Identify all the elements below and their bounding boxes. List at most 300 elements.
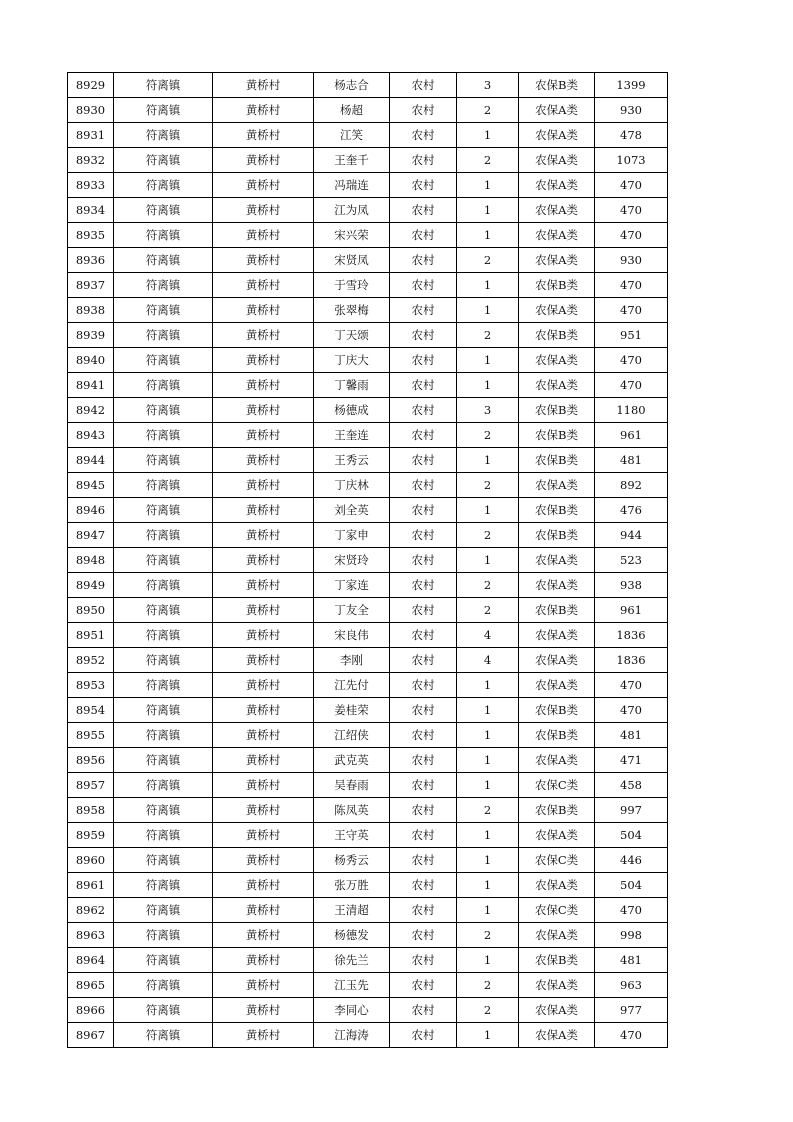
village-cell: 黄桥村: [213, 323, 314, 348]
member-count-cell: 2: [457, 148, 519, 173]
category-cell: 农保B类: [519, 948, 595, 973]
amount-cell: 476: [595, 498, 668, 523]
table-row: [68, 98, 668, 123]
category-cell: 农保A类: [519, 673, 595, 698]
village-cell: 黄桥村: [213, 923, 314, 948]
name-cell: 于雪玲: [314, 273, 390, 298]
category-cell: 农保A类: [519, 248, 595, 273]
row-number: 8949: [68, 573, 114, 598]
member-count-cell: 2: [457, 423, 519, 448]
village-cell: 黄桥村: [213, 773, 314, 798]
town-cell: 符离镇: [114, 923, 213, 948]
name-cell: 杨德发: [314, 923, 390, 948]
amount-cell: 504: [595, 873, 668, 898]
name-cell: 江绍侠: [314, 723, 390, 748]
town-cell: 符离镇: [114, 998, 213, 1023]
household-type-cell: 农村: [390, 1023, 457, 1048]
category-cell: 农保A类: [519, 1023, 595, 1048]
records-table: [67, 72, 668, 1048]
town-cell: 符离镇: [114, 373, 213, 398]
row-number: 8938: [68, 298, 114, 323]
category-cell: 农保A类: [519, 198, 595, 223]
row-number: 8931: [68, 123, 114, 148]
category-cell: 农保B类: [519, 698, 595, 723]
village-cell: 黄桥村: [213, 973, 314, 998]
name-cell: 宋贤凤: [314, 248, 390, 273]
town-cell: 符离镇: [114, 573, 213, 598]
amount-cell: 504: [595, 823, 668, 848]
household-type-cell: 农村: [390, 948, 457, 973]
member-count-cell: 1: [457, 498, 519, 523]
amount-cell: 961: [595, 598, 668, 623]
village-cell: 黄桥村: [213, 123, 314, 148]
table-row: [68, 273, 668, 298]
category-cell: 农保B类: [519, 798, 595, 823]
village-cell: 黄桥村: [213, 373, 314, 398]
household-type-cell: 农村: [390, 623, 457, 648]
village-cell: 黄桥村: [213, 648, 314, 673]
amount-cell: 481: [595, 723, 668, 748]
amount-cell: 470: [595, 1023, 668, 1048]
table-row: [68, 773, 668, 798]
town-cell: 符离镇: [114, 198, 213, 223]
member-count-cell: 1: [457, 373, 519, 398]
household-type-cell: 农村: [390, 598, 457, 623]
village-cell: 黄桥村: [213, 873, 314, 898]
name-cell: 宋兴荣: [314, 223, 390, 248]
village-cell: 黄桥村: [213, 748, 314, 773]
member-count-cell: 1: [457, 548, 519, 573]
name-cell: 杨超: [314, 98, 390, 123]
amount-cell: 470: [595, 198, 668, 223]
table-row: [68, 873, 668, 898]
name-cell: 李刚: [314, 648, 390, 673]
household-type-cell: 农村: [390, 248, 457, 273]
member-count-cell: 1: [457, 223, 519, 248]
household-type-cell: 农村: [390, 673, 457, 698]
village-cell: 黄桥村: [213, 998, 314, 1023]
village-cell: 黄桥村: [213, 298, 314, 323]
household-type-cell: 农村: [390, 323, 457, 348]
town-cell: 符离镇: [114, 498, 213, 523]
row-number: 8944: [68, 448, 114, 473]
name-cell: 杨德成: [314, 398, 390, 423]
member-count-cell: 1: [457, 848, 519, 873]
household-type-cell: 农村: [390, 198, 457, 223]
town-cell: 符离镇: [114, 823, 213, 848]
household-type-cell: 农村: [390, 298, 457, 323]
member-count-cell: 1: [457, 298, 519, 323]
household-type-cell: 农村: [390, 648, 457, 673]
amount-cell: 478: [595, 123, 668, 148]
town-cell: 符离镇: [114, 448, 213, 473]
table-row: [68, 473, 668, 498]
name-cell: 丁馨雨: [314, 373, 390, 398]
table-row: [68, 148, 668, 173]
member-count-cell: 1: [457, 448, 519, 473]
town-cell: 符离镇: [114, 723, 213, 748]
household-type-cell: 农村: [390, 498, 457, 523]
table-row: [68, 623, 668, 648]
village-cell: 黄桥村: [213, 948, 314, 973]
village-cell: 黄桥村: [213, 623, 314, 648]
category-cell: 农保A类: [519, 873, 595, 898]
town-cell: 符离镇: [114, 98, 213, 123]
household-type-cell: 农村: [390, 523, 457, 548]
row-number: 8937: [68, 273, 114, 298]
row-number: 8961: [68, 873, 114, 898]
name-cell: 张翠梅: [314, 298, 390, 323]
member-count-cell: 1: [457, 898, 519, 923]
category-cell: 农保A类: [519, 298, 595, 323]
category-cell: 农保B类: [519, 723, 595, 748]
row-number: 8950: [68, 598, 114, 623]
category-cell: 农保B类: [519, 423, 595, 448]
row-number: 8956: [68, 748, 114, 773]
town-cell: 符离镇: [114, 548, 213, 573]
name-cell: 王清超: [314, 898, 390, 923]
name-cell: 张万胜: [314, 873, 390, 898]
table-row: [68, 398, 668, 423]
household-type-cell: 农村: [390, 748, 457, 773]
member-count-cell: 3: [457, 73, 519, 98]
village-cell: 黄桥村: [213, 698, 314, 723]
name-cell: 王奎连: [314, 423, 390, 448]
village-cell: 黄桥村: [213, 598, 314, 623]
village-cell: 黄桥村: [213, 548, 314, 573]
category-cell: 农保B类: [519, 598, 595, 623]
row-number: 8958: [68, 798, 114, 823]
household-type-cell: 农村: [390, 798, 457, 823]
member-count-cell: 2: [457, 248, 519, 273]
category-cell: 农保A类: [519, 123, 595, 148]
town-cell: 符离镇: [114, 273, 213, 298]
town-cell: 符离镇: [114, 773, 213, 798]
town-cell: 符离镇: [114, 848, 213, 873]
household-type-cell: 农村: [390, 998, 457, 1023]
household-type-cell: 农村: [390, 773, 457, 798]
town-cell: 符离镇: [114, 973, 213, 998]
amount-cell: 892: [595, 473, 668, 498]
category-cell: 农保B类: [519, 448, 595, 473]
village-cell: 黄桥村: [213, 848, 314, 873]
row-number: 8952: [68, 648, 114, 673]
name-cell: 武克英: [314, 748, 390, 773]
member-count-cell: 1: [457, 348, 519, 373]
name-cell: 宋贤玲: [314, 548, 390, 573]
amount-cell: 470: [595, 673, 668, 698]
row-number: 8959: [68, 823, 114, 848]
table-row: [68, 448, 668, 473]
table-row: [68, 498, 668, 523]
village-cell: 黄桥村: [213, 498, 314, 523]
member-count-cell: 4: [457, 623, 519, 648]
row-number: 8964: [68, 948, 114, 973]
town-cell: 符离镇: [114, 798, 213, 823]
member-count-cell: 1: [457, 123, 519, 148]
household-type-cell: 农村: [390, 398, 457, 423]
member-count-cell: 2: [457, 98, 519, 123]
amount-cell: 938: [595, 573, 668, 598]
town-cell: 符离镇: [114, 523, 213, 548]
amount-cell: 1180: [595, 398, 668, 423]
household-type-cell: 农村: [390, 548, 457, 573]
village-cell: 黄桥村: [213, 723, 314, 748]
village-cell: 黄桥村: [213, 823, 314, 848]
table-row: [68, 123, 668, 148]
category-cell: 农保B类: [519, 498, 595, 523]
table-row: [68, 898, 668, 923]
village-cell: 黄桥村: [213, 798, 314, 823]
table-row: [68, 998, 668, 1023]
town-cell: 符离镇: [114, 348, 213, 373]
town-cell: 符离镇: [114, 223, 213, 248]
row-number: 8957: [68, 773, 114, 798]
row-number: 8932: [68, 148, 114, 173]
name-cell: 王秀云: [314, 448, 390, 473]
amount-cell: 961: [595, 423, 668, 448]
category-cell: 农保B类: [519, 73, 595, 98]
name-cell: 丁庆大: [314, 348, 390, 373]
village-cell: 黄桥村: [213, 198, 314, 223]
town-cell: 符离镇: [114, 948, 213, 973]
name-cell: 姜桂荣: [314, 698, 390, 723]
name-cell: 徐先兰: [314, 948, 390, 973]
village-cell: 黄桥村: [213, 73, 314, 98]
household-type-cell: 农村: [390, 373, 457, 398]
household-type-cell: 农村: [390, 448, 457, 473]
category-cell: 农保A类: [519, 998, 595, 1023]
member-count-cell: 1: [457, 1023, 519, 1048]
village-cell: 黄桥村: [213, 673, 314, 698]
name-cell: 江玉先: [314, 973, 390, 998]
village-cell: 黄桥村: [213, 523, 314, 548]
name-cell: 丁庆林: [314, 473, 390, 498]
member-count-cell: 1: [457, 273, 519, 298]
amount-cell: 1399: [595, 73, 668, 98]
member-count-cell: 2: [457, 523, 519, 548]
category-cell: 农保B类: [519, 323, 595, 348]
household-type-cell: 农村: [390, 98, 457, 123]
household-type-cell: 农村: [390, 873, 457, 898]
name-cell: 王守英: [314, 823, 390, 848]
amount-cell: 470: [595, 298, 668, 323]
name-cell: 丁友全: [314, 598, 390, 623]
town-cell: 符离镇: [114, 323, 213, 348]
category-cell: 农保A类: [519, 548, 595, 573]
table-row: [68, 848, 668, 873]
village-cell: 黄桥村: [213, 173, 314, 198]
amount-cell: 930: [595, 248, 668, 273]
name-cell: 杨秀云: [314, 848, 390, 873]
row-number: 8929: [68, 73, 114, 98]
household-type-cell: 农村: [390, 923, 457, 948]
row-number: 8939: [68, 323, 114, 348]
table-row: [68, 698, 668, 723]
category-cell: 农保C类: [519, 848, 595, 873]
member-count-cell: 1: [457, 873, 519, 898]
name-cell: 刘全英: [314, 498, 390, 523]
name-cell: 陈凤英: [314, 798, 390, 823]
town-cell: 符离镇: [114, 473, 213, 498]
member-count-cell: 2: [457, 323, 519, 348]
table-row: [68, 423, 668, 448]
table-row: [68, 823, 668, 848]
village-cell: 黄桥村: [213, 348, 314, 373]
member-count-cell: 1: [457, 198, 519, 223]
member-count-cell: 2: [457, 573, 519, 598]
row-number: 8962: [68, 898, 114, 923]
household-type-cell: 农村: [390, 823, 457, 848]
table-row: [68, 973, 668, 998]
row-number: 8953: [68, 673, 114, 698]
town-cell: 符离镇: [114, 423, 213, 448]
household-type-cell: 农村: [390, 848, 457, 873]
member-count-cell: 2: [457, 798, 519, 823]
row-number: 8947: [68, 523, 114, 548]
amount-cell: 930: [595, 98, 668, 123]
category-cell: 农保A类: [519, 648, 595, 673]
table-row: [68, 648, 668, 673]
table-row: [68, 373, 668, 398]
row-number: 8955: [68, 723, 114, 748]
category-cell: 农保A类: [519, 373, 595, 398]
town-cell: 符离镇: [114, 73, 213, 98]
village-cell: 黄桥村: [213, 448, 314, 473]
town-cell: 符离镇: [114, 173, 213, 198]
category-cell: 农保A类: [519, 923, 595, 948]
town-cell: 符离镇: [114, 398, 213, 423]
category-cell: 农保C类: [519, 898, 595, 923]
household-type-cell: 农村: [390, 123, 457, 148]
name-cell: 李同心: [314, 998, 390, 1023]
category-cell: 农保A类: [519, 148, 595, 173]
category-cell: 农保B类: [519, 523, 595, 548]
household-type-cell: 农村: [390, 348, 457, 373]
village-cell: 黄桥村: [213, 223, 314, 248]
town-cell: 符离镇: [114, 623, 213, 648]
member-count-cell: 1: [457, 948, 519, 973]
town-cell: 符离镇: [114, 248, 213, 273]
table-row: [68, 573, 668, 598]
row-number: 8941: [68, 373, 114, 398]
village-cell: 黄桥村: [213, 98, 314, 123]
category-cell: 农保A类: [519, 823, 595, 848]
row-number: 8960: [68, 848, 114, 873]
table-row: [68, 298, 668, 323]
member-count-cell: 1: [457, 173, 519, 198]
household-type-cell: 农村: [390, 573, 457, 598]
village-cell: 黄桥村: [213, 573, 314, 598]
name-cell: 江笑: [314, 123, 390, 148]
amount-cell: 977: [595, 998, 668, 1023]
category-cell: 农保A类: [519, 973, 595, 998]
table-row: [68, 673, 668, 698]
member-count-cell: 2: [457, 973, 519, 998]
amount-cell: 944: [595, 523, 668, 548]
member-count-cell: 1: [457, 698, 519, 723]
table-row: [68, 548, 668, 573]
village-cell: 黄桥村: [213, 273, 314, 298]
member-count-cell: 2: [457, 998, 519, 1023]
amount-cell: 470: [595, 698, 668, 723]
town-cell: 符离镇: [114, 673, 213, 698]
table-row: [68, 798, 668, 823]
town-cell: 符离镇: [114, 298, 213, 323]
household-type-cell: 农村: [390, 173, 457, 198]
member-count-cell: 2: [457, 473, 519, 498]
member-count-cell: 1: [457, 723, 519, 748]
category-cell: 农保A类: [519, 348, 595, 373]
town-cell: 符离镇: [114, 873, 213, 898]
name-cell: 吴春雨: [314, 773, 390, 798]
category-cell: 农保A类: [519, 223, 595, 248]
town-cell: 符离镇: [114, 148, 213, 173]
village-cell: 黄桥村: [213, 398, 314, 423]
village-cell: 黄桥村: [213, 1023, 314, 1048]
amount-cell: 951: [595, 323, 668, 348]
amount-cell: 1073: [595, 148, 668, 173]
row-number: 8945: [68, 473, 114, 498]
category-cell: 农保A类: [519, 173, 595, 198]
row-number: 8967: [68, 1023, 114, 1048]
table-row: [68, 1023, 668, 1048]
row-number: 8946: [68, 498, 114, 523]
village-cell: 黄桥村: [213, 148, 314, 173]
row-number: 8940: [68, 348, 114, 373]
name-cell: 江为凤: [314, 198, 390, 223]
category-cell: 农保B类: [519, 398, 595, 423]
member-count-cell: 2: [457, 923, 519, 948]
household-type-cell: 农村: [390, 423, 457, 448]
amount-cell: 446: [595, 848, 668, 873]
member-count-cell: 1: [457, 823, 519, 848]
table-row: [68, 748, 668, 773]
table-row: [68, 923, 668, 948]
table-body: [68, 73, 668, 1048]
row-number: 8930: [68, 98, 114, 123]
household-type-cell: 农村: [390, 223, 457, 248]
village-cell: 黄桥村: [213, 473, 314, 498]
category-cell: 农保A类: [519, 748, 595, 773]
row-number: 8954: [68, 698, 114, 723]
row-number: 8934: [68, 198, 114, 223]
row-number: 8943: [68, 423, 114, 448]
table-row: [68, 948, 668, 973]
row-number: 8936: [68, 248, 114, 273]
name-cell: 丁天颂: [314, 323, 390, 348]
village-cell: 黄桥村: [213, 423, 314, 448]
amount-cell: 458: [595, 773, 668, 798]
member-count-cell: 1: [457, 748, 519, 773]
household-type-cell: 农村: [390, 473, 457, 498]
amount-cell: 997: [595, 798, 668, 823]
member-count-cell: 2: [457, 598, 519, 623]
household-type-cell: 农村: [390, 723, 457, 748]
amount-cell: 523: [595, 548, 668, 573]
name-cell: 冯瑞连: [314, 173, 390, 198]
table-row: [68, 73, 668, 98]
category-cell: 农保A类: [519, 98, 595, 123]
row-number: 8935: [68, 223, 114, 248]
row-number: 8963: [68, 923, 114, 948]
table-row: [68, 598, 668, 623]
amount-cell: 481: [595, 448, 668, 473]
row-number: 8948: [68, 548, 114, 573]
table-row: [68, 248, 668, 273]
village-cell: 黄桥村: [213, 248, 314, 273]
category-cell: 农保C类: [519, 773, 595, 798]
